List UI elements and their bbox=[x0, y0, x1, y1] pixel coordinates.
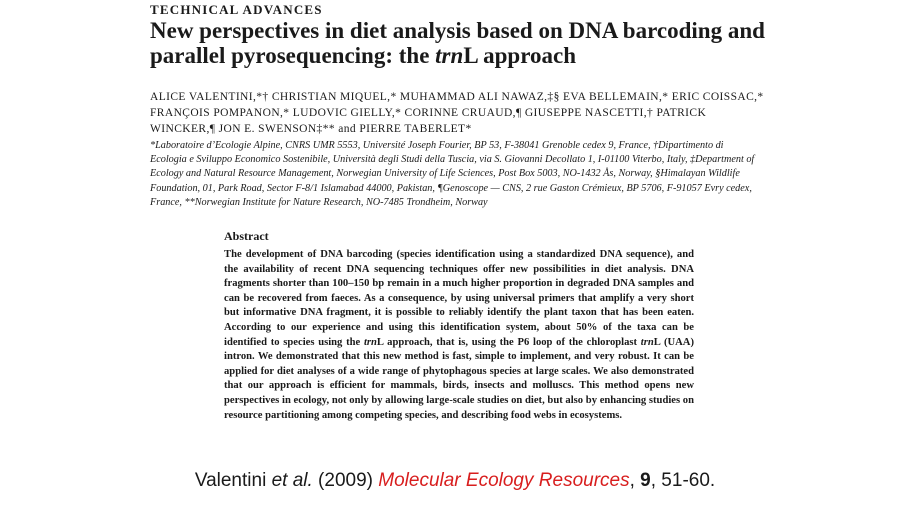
citation-line bbox=[0, 470, 910, 492]
title-gene-italic: trn bbox=[435, 43, 464, 68]
citation-journal: Molecular Ecology Resources bbox=[378, 470, 630, 491]
citation-comma: , bbox=[629, 470, 641, 491]
abstract-body bbox=[224, 248, 694, 423]
paper-title bbox=[150, 18, 790, 68]
author-list: ALICE VALENTINI,*† CHRISTIAN MIQUEL,* MUHAMMAD ALI NAWAZ,‡§ EVA BELLEMAIN,* ERIC COISSAC,* FRANÇOIS POMPANON,* LUDOVIC GIELLY,* CORINNE CRUAUD,¶ GIUSEPPE NASCETTI,† PATRICK WINCKER,¶ JON E. SWENSON‡** and PIERRE TABERLET* bbox=[150, 91, 764, 135]
affiliations: *Laboratoire d’Ecologie Alpine, CNRS UMR 5553, Université Joseph Fourier, BP 53, F-38041 Grenoble cedex 9, France, †Dipartimento di Ecologia e Sviluppo Economico Sostenibile, Università degli Studi della Tuscia, via S. Giovanni Decollato 1, I-01100 Viterbo, Italy, ‡Department of Ecology and Natural Resource Management, Norwegian University of Life Sciences, Post Box 5003, NO-1432 Ås, Norway, §Himalayan Wildlife Foundation, 01, Park Road, Sector F-8/1 Islamabad 44000, Pakistan, ¶Genoscope — CNS, 2 rue Gaston Crémieux, BP 5706, F-91057 Evry cedex, France, **Norwegian Institute for Nature Research, NO-7485 Trondheim, Norway bbox=[150, 140, 755, 208]
abstract-gene-italic-2: trn bbox=[640, 336, 654, 348]
abstract-text-3: L (UAA) intron. We demonstrated that this new method is fast, simple to implement, and very robust. It can be applied for diet analyses of a wide range of phytophagous species at large scales. We also demonstrated that our approach is efficient for mammals, birds, insects and molluscs. This method opens new perspectives in ecology, not only by allowing large-scale studies on diet, but also by enhancing studies on resource partitioning among competing species, and describing food webs in ecosystems. bbox=[224, 336, 694, 421]
title-text-2: L approach bbox=[463, 43, 577, 68]
abstract-gene-italic-1: trn bbox=[363, 336, 377, 348]
abstract-text-2: L approach, that is, using the P6 loop of the chloroplast bbox=[376, 336, 641, 348]
citation-year: (2009) bbox=[312, 470, 379, 491]
citation-pages: , 51-60. bbox=[650, 470, 716, 491]
title-text-1: New perspectives in diet analysis based on DNA barcoding and parallel pyrosequencing: the bbox=[150, 18, 765, 68]
abstract-heading: Abstract bbox=[224, 229, 269, 243]
citation-author: Valentini bbox=[194, 470, 272, 491]
citation-etal: et al. bbox=[271, 470, 313, 491]
section-label: TECHNICAL ADVANCES bbox=[150, 2, 323, 17]
citation-volume: 9 bbox=[640, 470, 651, 491]
abstract-text-1: The development of DNA barcoding (species identification using a standardized DNA sequence), and the availability of recent DNA sequencing techniques offer new possibilities in diet analysis. DNA fragments shorter than 100–150 bp remain in a much higher proportion in degraded DNA samples and can be recovered from faeces. As a consequence, by using universal primers that amplify a very short but informative DNA fragment, it is possible to reliably identify the plant taxon that has been eaten. According to our experience and using this identification system, about 50% of the taxa can be identified to species using the bbox=[224, 249, 694, 348]
